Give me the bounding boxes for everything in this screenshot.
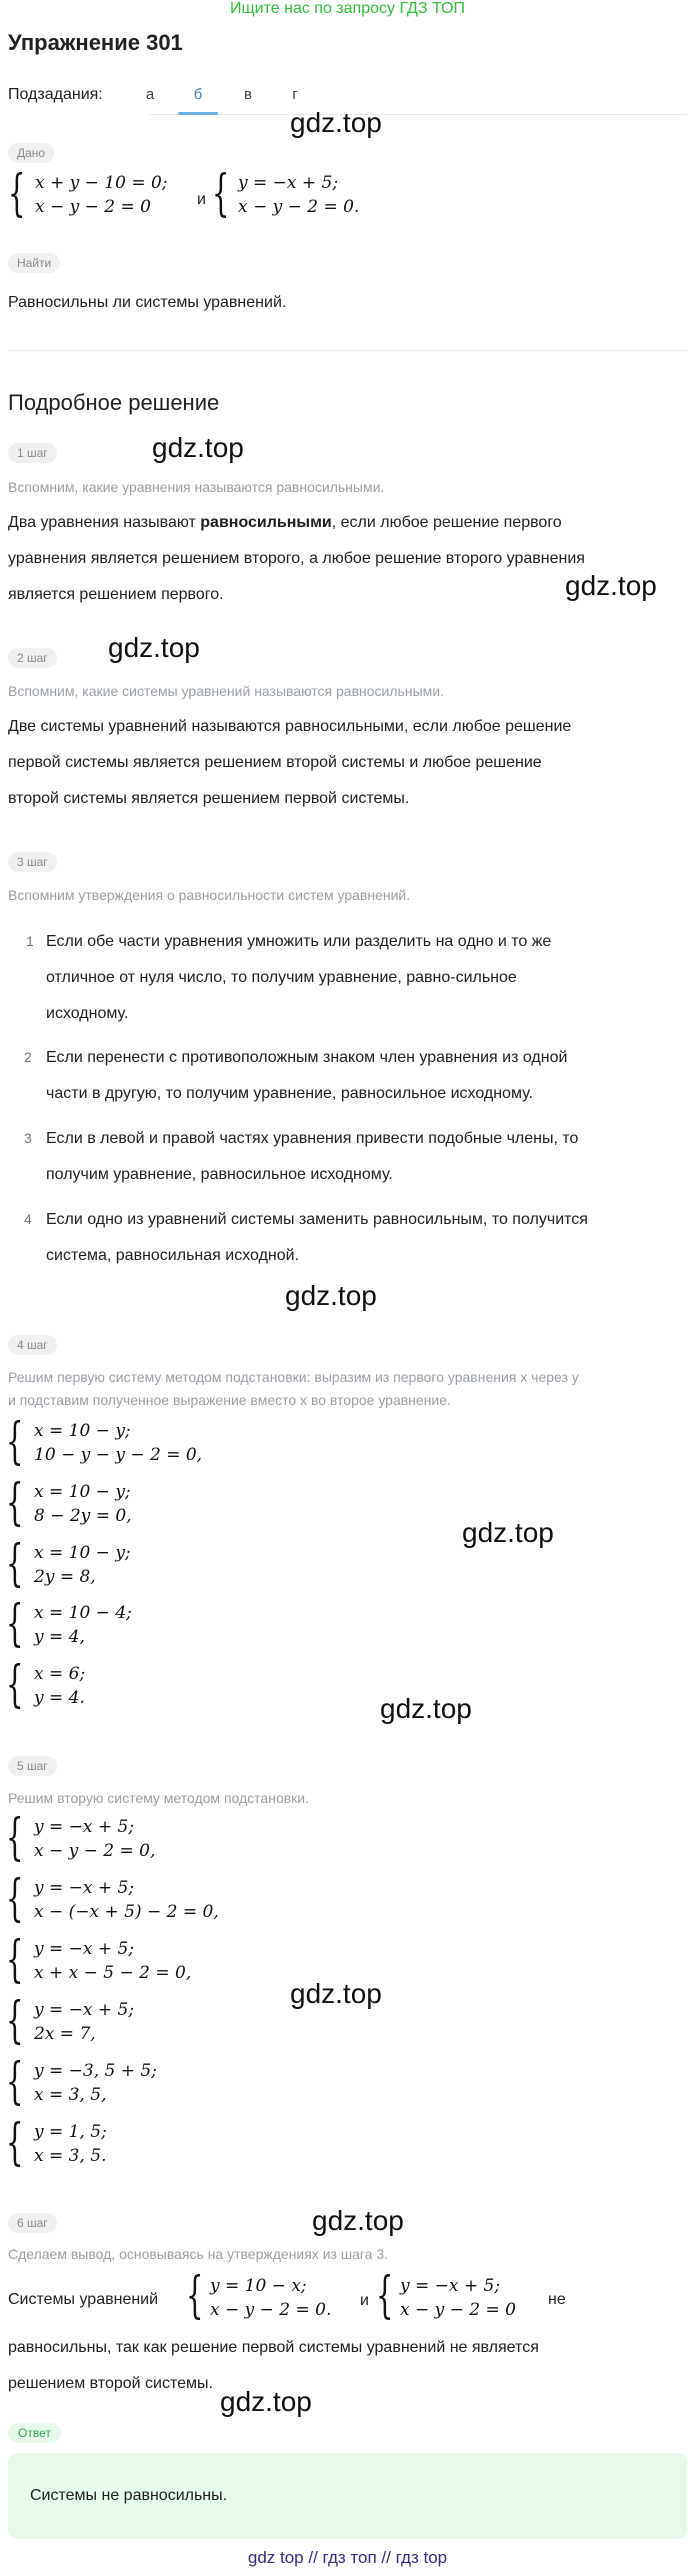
brace-icon: { [6, 1869, 24, 1927]
step-5-badge: 5 шаг [8, 1756, 57, 1776]
list-number: 4 [24, 1211, 32, 1227]
s5-sys5-eq2: x = 3, 5, [34, 2085, 107, 2105]
list-number: 3 [24, 1130, 32, 1146]
list-item-4-l1: Если одно из уравнений системы заменить равносильным, то получится [46, 1211, 588, 1228]
given-sys2-eq1: y = −x + 5; [238, 173, 339, 193]
step-6-line3: решением второй системы. [8, 2375, 213, 2392]
brace-icon: { [6, 1991, 24, 2049]
s6-sys1-eq2: x − y − 2 = 0. [210, 2300, 332, 2320]
s4-sys3-eq1: x = 10 − y; [34, 1543, 131, 1563]
watermark: gdz.top [290, 1978, 382, 2009]
footer-link-3[interactable]: гдз top [395, 2548, 448, 2567]
step-6-pre: Системы уравнений [8, 2291, 159, 2308]
s4-sys2-eq2: 8 − 2y = 0, [34, 1506, 132, 1526]
s4-sys2-eq1: x = 10 − y; [34, 1482, 131, 1502]
watermark: gdz.top [152, 432, 244, 463]
step-3-badge: 3 шаг [8, 852, 57, 872]
footer-link-1[interactable]: gdz top [247, 2548, 304, 2567]
watermark: gdz.top [220, 2386, 312, 2417]
list-number: 1 [26, 933, 34, 949]
step-2-badge: 2 шаг [8, 648, 57, 668]
active-tab-indicator [178, 112, 218, 115]
step-3-hint: Вспомним утверждения о равносильности систем уравнений. [8, 887, 411, 903]
and-text: и [360, 2292, 369, 2309]
s6-sys2-eq1: y = −x + 5; [400, 2276, 501, 2296]
bold-term: равносильными [200, 514, 332, 531]
step-6-hint: Сделаем вывод, основываясь на утверждениях из шага 3. [8, 2246, 389, 2262]
tab-divider [150, 114, 687, 115]
list-item-2-l1: Если перенести с противоположным знаком член уравнения из одной [46, 1049, 568, 1066]
given-sys1-eq2: x − y − 2 = 0 [35, 197, 151, 217]
list-item-4-l2: система, равносильная исходной. [46, 1247, 300, 1264]
footer-link-2[interactable]: гдз топ [322, 2548, 377, 2567]
answer-badge: Ответ [8, 2423, 61, 2443]
brace-icon: { [6, 1655, 24, 1713]
s4-sys1-eq2: 10 − y − y − 2 = 0, [34, 1445, 203, 1465]
step-4-badge: 4 шаг [8, 1335, 57, 1355]
s4-sys4-eq2: y = 4, [34, 1627, 85, 1647]
list-item-1-l3: исходному. [46, 1005, 129, 1022]
tab-g[interactable]: г [292, 86, 298, 103]
top-banner[interactable]: Ищите нас по запросу ГДЗ ТОП [230, 0, 465, 17]
step-4-hint-1: Решим первую систему методом подстановки: выразим из первого уравнения x через y [8, 1369, 579, 1385]
solution-title: Подробное решение [8, 390, 220, 415]
s5-sys1-eq2: x − y − 2 = 0, [34, 1841, 156, 1861]
list-item-3-l2: получим уравнение, равносильное исходному. [46, 1166, 393, 1183]
brace-icon: { [8, 164, 26, 222]
s6-sys2-eq2: x − y − 2 = 0 [400, 2300, 516, 2320]
brace-icon: { [186, 2266, 204, 2324]
s5-sys6-eq2: x = 3, 5. [34, 2146, 107, 2166]
s5-sys4-eq1: y = −x + 5; [34, 2000, 135, 2020]
footer-sep: // [308, 2548, 318, 2567]
step-2-line2: первой системы является решением второй системы и любое решение [8, 754, 542, 771]
given-badge: Дано [8, 143, 54, 163]
s4-sys5-eq1: x = 6; [34, 1664, 86, 1684]
s6-sys1-eq1: y = 10 − x; [210, 2276, 307, 2296]
s5-sys1-eq1: y = −x + 5; [34, 1817, 135, 1837]
s5-sys2-eq2: x − (−x + 5) − 2 = 0, [34, 1902, 219, 1922]
brace-icon: { [6, 1412, 24, 1470]
list-item-1-l2: отличное от нуля число, то получим уравнение, равно-сильное [46, 969, 517, 986]
and-text: и [197, 191, 206, 208]
s5-sys5-eq1: y = −3, 5 + 5; [34, 2061, 157, 2081]
step-2-line3: второй системы является решением первой системы. [8, 790, 410, 807]
find-badge: Найти [8, 253, 60, 273]
s5-sys3-eq1: y = −x + 5; [34, 1939, 135, 1959]
s4-sys4-eq1: x = 10 − 4; [34, 1603, 132, 1623]
brace-icon: { [6, 1930, 24, 1988]
brace-icon: { [6, 1594, 24, 1652]
list-number: 2 [24, 1049, 32, 1065]
footer-sep: // [381, 2548, 391, 2567]
subtasks-label: Подзадания: [8, 86, 103, 103]
tab-a[interactable]: а [145, 86, 155, 103]
find-text: Равносильны ли системы уравнений. [8, 294, 287, 311]
brace-icon: { [6, 1473, 24, 1531]
step-5-hint: Решим вторую систему методом подстановки. [8, 1790, 310, 1806]
brace-icon: { [6, 1808, 24, 1866]
s5-sys3-eq2: x + x − 5 − 2 = 0, [34, 1963, 192, 1983]
list-item-3-l1: Если в левой и правой частях уравнения привести подобные члены, то [46, 1130, 579, 1147]
list-item-1-l1: Если обе части уравнения умножить или разделить на одно и то же [46, 933, 552, 950]
brace-icon: { [6, 2052, 24, 2110]
watermark: gdz.top [285, 1280, 377, 1311]
given-sys2-eq2: x − y − 2 = 0. [238, 197, 360, 217]
step-1-hint: Вспомним, какие уравнения называются равносильными. [8, 479, 385, 495]
list-item-2-l2: части в другую, то получим уравнение, равносильное исходному. [46, 1085, 533, 1102]
brace-icon: { [6, 1534, 24, 1592]
watermark: gdz.top [108, 632, 200, 663]
step-2-line1: Две системы уравнений называются равносильными, если любое решение [8, 718, 572, 735]
tab-v[interactable]: в [244, 86, 252, 103]
page-title: Упражнение 301 [8, 30, 183, 55]
step-2-hint: Вспомним, какие системы уравнений называются равносильными. [8, 683, 444, 699]
step-6-badge: 6 шаг [8, 2213, 57, 2233]
step-4-hint-2: и подставим полученное выражение вместо x во второе уравнение. [8, 1392, 451, 1408]
tab-b[interactable]: б [193, 86, 203, 103]
footer-links [0, 2548, 695, 2568]
given-sys1-eq1: x + y − 10 = 0; [35, 173, 168, 193]
s4-sys1-eq1: x = 10 − y; [34, 1421, 131, 1441]
step-1-line2: уравнения является решением второго, а любое решение второго уравнения [8, 550, 585, 567]
s5-sys4-eq2: 2x = 7, [34, 2024, 96, 2044]
brace-icon: { [212, 164, 230, 222]
watermark: gdz.top [565, 570, 657, 601]
answer-text: Системы не равносильны. [30, 2487, 228, 2504]
brace-icon: { [376, 2266, 394, 2324]
section-divider [8, 350, 687, 351]
watermark: gdz.top [290, 107, 382, 138]
step-1-line3: является решением первого. [8, 586, 224, 603]
watermark: gdz.top [312, 2205, 404, 2236]
step-6-line2: равносильны, так как решение первой системы уравнений не является [8, 2339, 539, 2356]
s4-sys3-eq2: 2y = 8, [34, 1567, 96, 1587]
brace-icon: { [6, 2113, 24, 2171]
step-1-line1: Два уравнения называют равносильными, если любое решение первого [8, 514, 562, 531]
s5-sys6-eq1: y = 1, 5; [34, 2122, 107, 2142]
step-6-post: не [548, 2291, 566, 2308]
watermark: gdz.top [380, 1693, 472, 1724]
step-1-badge: 1 шаг [8, 443, 57, 463]
s5-sys2-eq1: y = −x + 5; [34, 1878, 135, 1898]
watermark: gdz.top [462, 1517, 554, 1548]
s4-sys5-eq2: y = 4. [34, 1688, 85, 1708]
